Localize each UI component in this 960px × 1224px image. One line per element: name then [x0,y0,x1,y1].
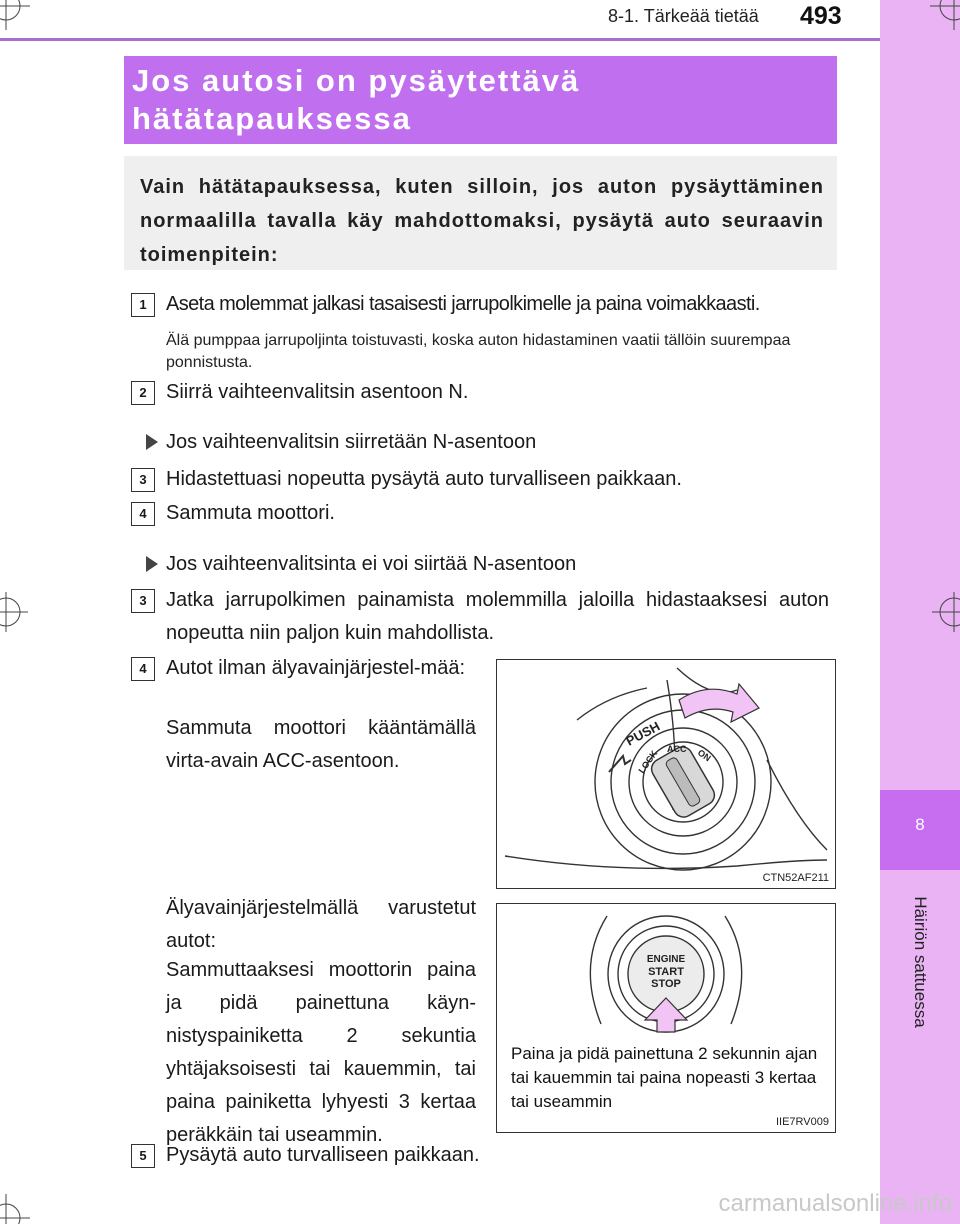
step-5-text: Pysäytä auto turvalliseen paikkaan. [166,1144,480,1166]
label-acc: ACC [667,744,687,754]
section-label: 8-1. Tärkeää tietää [608,6,759,26]
label-on: ON [695,747,713,764]
step-a4-text: Sammuta moottori. [166,502,335,524]
button-label-engine: ENGINE [646,954,686,965]
page-number: 493 [800,2,842,30]
step-number-b3: 3 [131,589,155,613]
case-a-heading: Jos vaihteenvalitsin siirretään N-asentoon [166,431,537,453]
step-1-text: Aseta molemmat jalkasi tasaisesti jarrupolkimelle ja paina voimakkaasti. [166,293,760,315]
crop-mark-bottom-left [0,1186,40,1224]
label-lock: LOCK [636,748,660,776]
step-b4-para-3: Älyavainjärjestelmällä varustetut autot: [166,897,476,952]
step-2-text: Siirrä vaihteenvalitsin asentoon N. [166,381,469,403]
step-b4-para-2: Sammuta moottori kääntämällä virta-avain ACC-asentoon. [166,717,476,772]
case-a-triangle-icon [146,434,158,450]
chapter-title: Häiriön sattuessa [911,896,930,1028]
step-b4-para-1: Autot ilman älyavainjärjestel-mää: [166,657,466,679]
step-number-2: 2 [131,381,155,405]
step-number-1: 1 [131,293,155,317]
step-b4-para-4: Sammuttaaksesi moottorin paina ja pidä painettuna käyn-nistyspainiketta 2 sekuntia yhtäjaksoisesti tai kauemmin, tai paina painiketta lyhyesti 3 kertaa peräkkäin tai useammin. [166,959,476,1146]
figure-2-code: IIE7RV009 [775,1116,829,1128]
figure-2-caption: Paina ja pidä painettuna 2 sekunnin ajan tai kauemmin tai paina nopeasti 3 kertaa tai useammin [511,1044,818,1111]
crop-mark-top-left [0,0,40,40]
case-b-heading: Jos vaihteenvalitsinta ei voi siirtää N-asentoon [166,553,577,575]
title-line-1: Jos autosi on pysäytettävä [132,63,581,98]
button-label-start: START [648,966,684,978]
step-number-a4: 4 [131,502,155,526]
figure-1-code: CTN52AF211 [762,872,829,884]
crop-mark-top-right [926,0,960,40]
button-label-stop: STOP [651,978,681,990]
step-a3-text: Hidastettuasi nopeutta pysäytä auto turvalliseen paikkaan. [166,468,682,490]
step-number-5: 5 [131,1144,155,1168]
header-rule [0,38,880,41]
case-b-triangle-icon [146,556,158,572]
page-title [132,62,822,138]
step-1-note: Älä pumppaa jarrupoljinta toistuvasti, koska auton hidastaminen vaatii tällöin suurempaa ponnistusta. [166,332,791,371]
crop-mark-mid-left [0,590,30,634]
title-line-2: hätätapauksessa [132,101,412,136]
figure-ignition-key [496,659,836,889]
step-b3-text: Jatka jarrupolkimen painamista molemmilla jaloilla hidastaaksesi auton nopeutta niin paljon kuin mahdollista. [166,589,829,644]
intro-text: Vain hätätapauksessa, kuten silloin, jos auton pysäyttäminen normaalilla tavalla käy mahdottomaksi, pysäytä auto seuraavin toimenpitein: [140,176,824,266]
step-number-b4: 4 [131,657,155,681]
label-push: PUSH [623,718,663,749]
chapter-number: 8 [915,815,925,834]
crop-mark-mid-right [930,590,960,634]
step-number-a3: 3 [131,468,155,492]
ignition-key-illustration [497,660,835,888]
figure-start-stop-button [496,903,836,1133]
footer-watermark: carmanualsonline.info [718,1190,952,1217]
